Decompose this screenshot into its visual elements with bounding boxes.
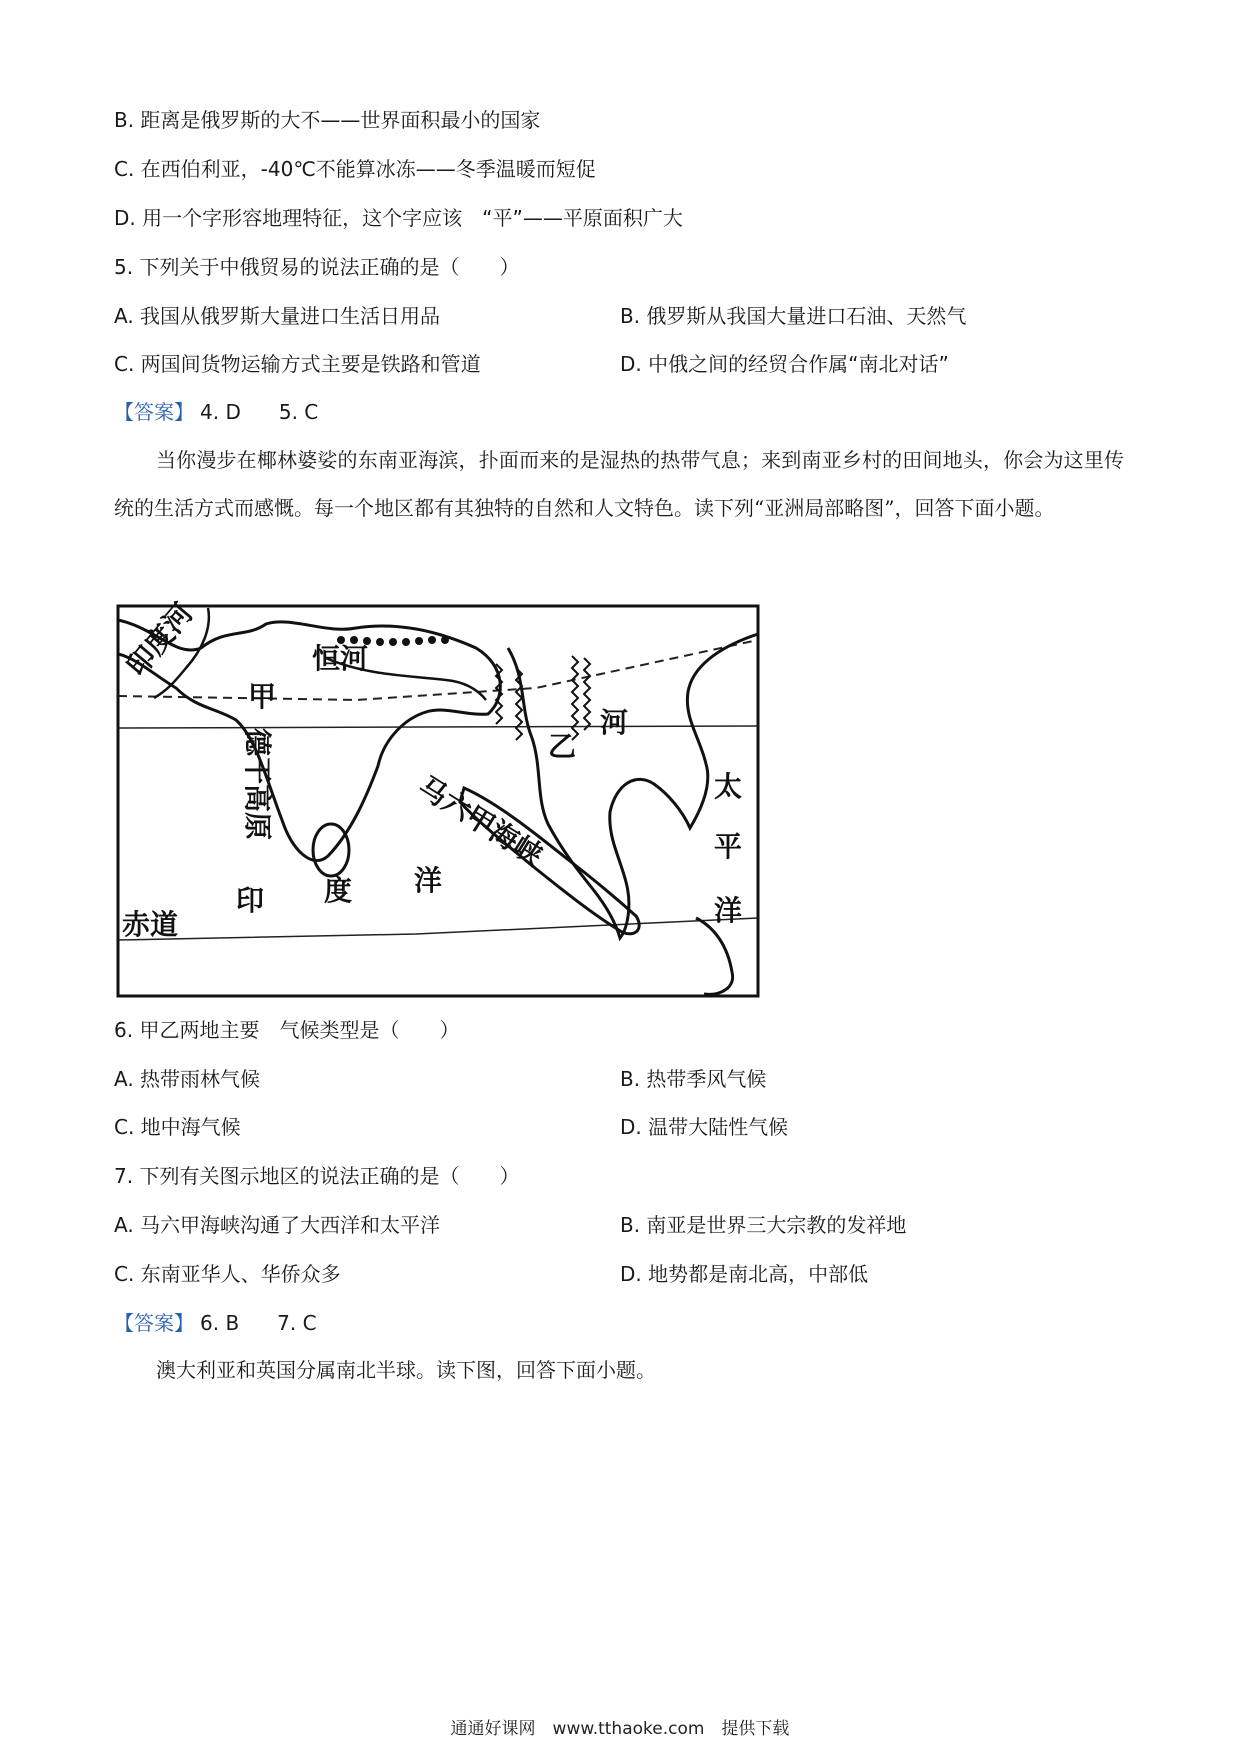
map-label-ocean-3: 洋 <box>414 864 443 897</box>
q6-option-a: A. 热带雨林气候 <box>114 1067 261 1091</box>
answer-line-1 <box>114 398 318 426</box>
q7-option-c: C. 东南亚华人、华侨众多 <box>114 1262 341 1286</box>
answer-value: 4. D <box>200 400 241 424</box>
answer-value: 7. C <box>277 1311 317 1335</box>
map-label-pacific-1: 太 <box>714 770 743 803</box>
answer-value: 6. B <box>200 1311 240 1335</box>
q5-option-a: A. 我国从俄罗斯大量进口生活日用品 <box>114 304 441 328</box>
map-label-pacific-2: 平 <box>714 830 743 863</box>
answer-tag: 【答案】 <box>114 1311 194 1335</box>
map-label-malacca: 马六甲海峡 <box>412 769 549 873</box>
q5-stem: 5. 下列关于中俄贸易的说法正确的是（ ） <box>114 255 520 279</box>
map-label-ocean-2: 度 <box>324 874 353 907</box>
q7-option-b: B. 南亚是世界三大宗教的发祥地 <box>620 1213 907 1237</box>
q6-option-c: C. 地中海气候 <box>114 1115 241 1139</box>
map-label-equator: 赤道 <box>122 908 179 941</box>
map-label-indus: 印度河 <box>120 596 200 683</box>
asia-partial-map <box>116 588 762 1000</box>
q5-option-c: C. 两国间货物运输方式主要是铁路和管道 <box>114 352 481 376</box>
map-label-deccan <box>241 728 274 840</box>
page-footer: 通通好课网 www.tthaoke.com 提供下载 <box>450 1719 790 1739</box>
sri-lanka-outline <box>313 824 349 876</box>
q6-stem: 6. 甲乙两地主要 气候类型是（ ） <box>114 1018 460 1042</box>
tropic-of-cancer-line <box>118 640 758 700</box>
q4-option-b: B. 距离是俄罗斯的大不——世界面积最小的国家 <box>114 108 541 132</box>
map-label-pacific-3: 洋 <box>714 894 743 927</box>
q6-option-d: D. 温带大陆性气候 <box>620 1115 789 1139</box>
map-label-jia: 甲 <box>248 680 277 713</box>
answer-tag: 【答案】 <box>114 400 194 424</box>
q4-option-d: D. 用一个字形容地理特征，这个字应该 “平”——平原面积广大 <box>114 206 683 230</box>
q7-option-d: D. 地势都是南北高，中部低 <box>620 1262 869 1286</box>
answer-value: 5. C <box>278 400 319 424</box>
q4-option-c: C. 在西伯利亚，-40℃不能算冰冻——冬季温暖而短促 <box>114 157 596 181</box>
q7-stem: 7. 下列有关图示地区的说法正确的是（ ） <box>114 1164 520 1188</box>
latitude-line <box>118 726 758 728</box>
reading-passage: 当你漫步在椰林婆娑的东南亚海滨，扑面而来的是湿热的热带气息；来到南亚乡村的田间地头，你会为这里传统的生活方式而感慨。每一个地区都有其独特的自然和人文特色。读下列“亚洲局部略图”，回答下面小题。 <box>114 448 1124 520</box>
q5-option-b: B. 俄罗斯从我国大量进口石油、天然气 <box>620 304 967 328</box>
q5-option-d: D. 中俄之间的经贸合作属“南北对话” <box>620 352 949 376</box>
reading-passage-2: 澳大利亚和英国分属南北半球。读下图，回答下面小题。 <box>156 1358 656 1382</box>
mountain-range <box>572 656 578 740</box>
map-drawing <box>116 588 762 1000</box>
answer-line-2 <box>114 1309 317 1337</box>
map-label-yi: 乙 <box>548 730 577 763</box>
map-label-ganges: 恒河 <box>312 642 369 675</box>
map-label-ocean-1: 印 <box>236 884 265 917</box>
south-asia-coastline <box>118 620 500 861</box>
equator-line <box>118 918 758 940</box>
q6-option-b: B. 热带季风气候 <box>620 1067 767 1091</box>
map-label-river: 河 <box>600 706 629 739</box>
borneo-outline <box>696 918 733 994</box>
q7-option-a: A. 马六甲海峡沟通了大西洋和太平洋 <box>114 1213 441 1237</box>
mountain-range <box>584 658 590 730</box>
svg-text:德干高原: 德干高原 <box>241 728 274 841</box>
